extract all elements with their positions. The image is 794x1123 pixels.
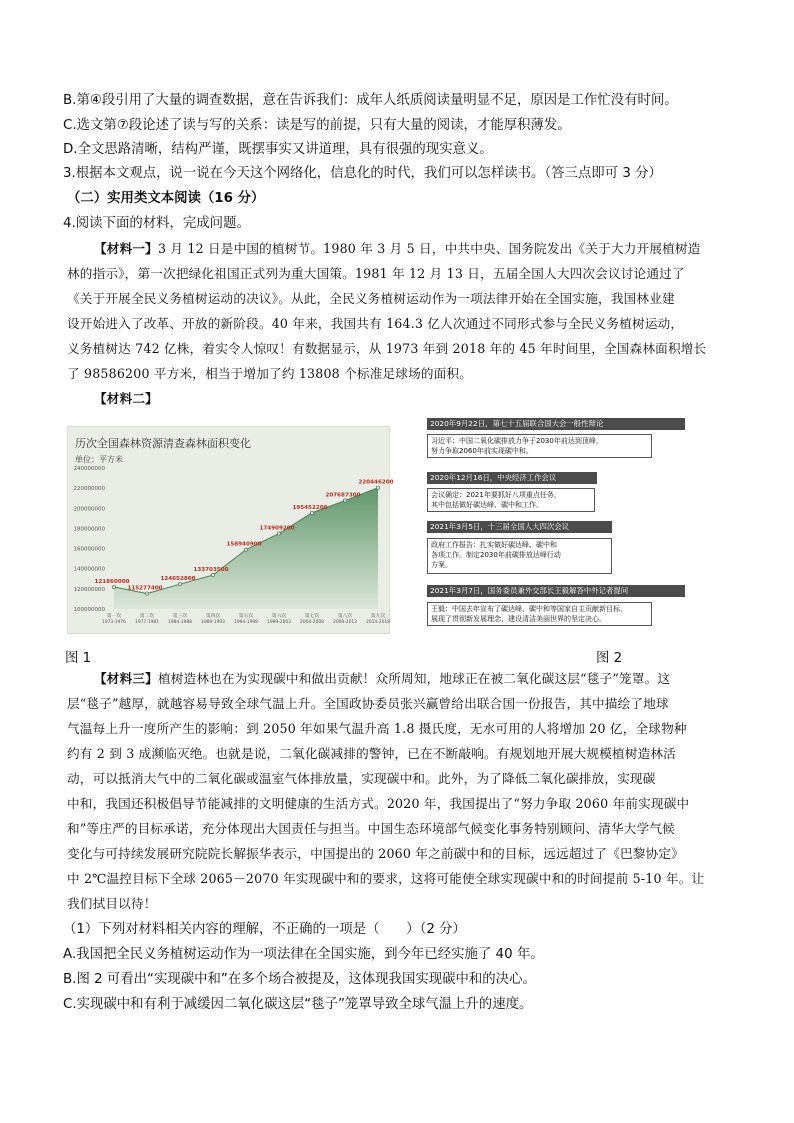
y-tick-label: 160000000 xyxy=(73,546,105,553)
material-1-line: 《关于开展全民义务植树运动的决议》。从此，全民义务植树运动作为一项法律开始在全国实施，我国林业建 xyxy=(67,291,675,306)
data-point xyxy=(310,511,313,514)
data-point xyxy=(112,585,115,588)
material-3-label: 【材料三】 xyxy=(94,671,158,686)
material-3-line: 中和，我国还积极倡导节能减排的文明健康的生活方式。2020 年，我国提出了“努力争取 2060 年前实现碳中 xyxy=(67,796,690,811)
timeline-quote-box: 习近平：中国二氧化碳排放力争于2030年前达到顶峰， 努力争取2060年前实现碳中和。 xyxy=(427,434,652,458)
x-period-label: 1999-2003 xyxy=(267,620,291,625)
timeline-quote-box: 王毅：中国去年宣布了碳达峰、碳中和等国家自主贡献新目标， 展现了贯彻新发展理念、建设清洁美丽世界的坚定决心。 xyxy=(427,602,652,626)
timeline-header: 2021年3月7日，国务委员兼外交部长王毅解答中外记者提问 xyxy=(427,585,685,597)
data-label: 220446200 xyxy=(358,479,394,486)
data-point xyxy=(343,499,346,502)
data-point xyxy=(211,573,214,576)
question-3: 3.根据本文观点，说一说在今天这个网络化，信息化的时代，我们可以怎样读书。（答三点即可 3 分） xyxy=(63,166,662,181)
material-3-line: 中 2℃温控目标下全球 2065－2070 年实现碳中和的要求，这将可能使全球实现碳中和的时间提前 5-10 年。让 xyxy=(67,871,705,886)
material-3-line: 气温每上升一度所产生的影响：到 2050 年如果气温升高 1.8 摄氏度，无水可用的人将增加 20 亿，全球物种 xyxy=(67,721,687,736)
timeline-quote-box: 会议确定：2021年要抓好八项重点任务， 其中包括做好碳达峰、碳中和工作。 xyxy=(427,488,595,512)
option-d-paragraph: D.全文思路清晰，结构严谨，既摆事实又讲道理，具有很强的现实意义。 xyxy=(63,142,493,157)
carbon-timeline-figure xyxy=(427,418,685,632)
material-1-line: 了 98586200 平方米，相当于增加了约 13808 个标准足球场的面积。 xyxy=(67,366,473,381)
question-4: 4.阅读下面的材料，完成问题。 xyxy=(63,216,250,231)
option-a-paragraph: A.我国把全民义务植树运动作为一项法律在全国实施，到今年已经实施了 40 年。 xyxy=(63,947,544,962)
x-tick-label: 第二次 xyxy=(139,614,155,619)
material-1-line: 3 月 12 日是中国的植树节。1980 年 3 月 5 日，中共中央、国务院发出《关于大力开展植树造 xyxy=(157,241,701,256)
x-tick-label: 第九次 xyxy=(370,614,386,619)
y-tick-label: 120000000 xyxy=(73,586,105,593)
y-tick-label: 200000000 xyxy=(73,506,105,513)
forest-area-chart xyxy=(67,426,394,634)
timeline-header: 2021年3月5日，十三届全国人大四次会议 xyxy=(427,521,612,533)
data-label: 207687300 xyxy=(325,492,361,499)
data-point xyxy=(178,583,181,586)
x-period-label: 1973-1976 xyxy=(102,620,126,625)
x-period-label: 2009-2013 xyxy=(333,620,357,625)
timeline-header: 2020年12月16日，中央经济工作会议 xyxy=(427,472,597,484)
data-point xyxy=(376,486,379,489)
material-3-line: 我们拭目以待！ xyxy=(67,896,157,911)
section-title: （二）实用类文本阅读（16 分） xyxy=(67,191,265,206)
data-label: 121860000 xyxy=(94,578,130,585)
material-3-line: 变化与可持续发展研究院院长解振华表示，中国提出的 2060 年之前碳中和的目标，远远超过了《巴黎协定》 xyxy=(67,846,684,861)
chart-title: 历次全国森林资源清查森林面积变化 xyxy=(75,437,251,450)
material-3-line: 约有 2 到 3 成濒临灭绝。也就是说，二氧化碳减排的警钟，已在不断敲响。有规划地开展大规模植树造林活 xyxy=(67,746,676,761)
data-point xyxy=(277,532,280,535)
x-period-label: 1989-1993 xyxy=(201,620,225,625)
material-1-line: 设开始进入了改革、开放的新阶段。40 年来，我国共有 164.3 亿人次通过不同形式参与全民义务植树运动， xyxy=(67,316,684,331)
x-period-label: 1984-1988 xyxy=(168,620,192,625)
data-point xyxy=(145,592,148,595)
y-tick-label: 140000000 xyxy=(73,566,105,573)
y-tick-label: 100000000 xyxy=(73,607,105,613)
x-tick-label: 第八次 xyxy=(337,614,353,619)
timeline-header: 2020年9月22日，第七十五届联合国大会一般性辩论 xyxy=(427,418,685,430)
material-2-label: 【材料二】 xyxy=(94,391,158,406)
x-tick-label: 第五次 xyxy=(238,614,254,619)
material-1-line: 义务植树达 742 亿株，着实令人惊叹！有数据显示，从 1973 年到 2018 年的 45 年时间里，全国森林面积增长 xyxy=(67,341,707,356)
x-tick-label: 第三次 xyxy=(172,614,188,619)
x-period-label: 1994-1998 xyxy=(234,620,258,625)
option-b-paragraph: B.图 2 可看出“实现碳中和”在多个场合被提及，这体现我国实现碳中和的决心。 xyxy=(63,972,536,987)
x-tick-label: 第六次 xyxy=(271,614,287,619)
data-label: 133703500 xyxy=(193,567,229,574)
data-label: 174909200 xyxy=(259,525,295,532)
timeline-quote-box: 政府工作报告：扎实做好碳达峰、碳中和 各项工作。制定2030年前碳排放达峰行动 方案。 xyxy=(427,538,612,574)
material-3-line: 植树造林也在为实现碳中和做出贡献！众所周知，地球正在被二氧化碳这层“毯子”笼罩。这 xyxy=(157,671,671,686)
x-tick-label: 第七次 xyxy=(304,614,320,619)
figure-2-caption: 图 2 xyxy=(596,651,623,666)
sub-question-1: （1）下列对材料相关内容的理解，不正确的一项是（ ）（2 分） xyxy=(63,922,466,937)
x-tick-label: 第一次 xyxy=(106,614,122,619)
material-1-label: 【材料一】 xyxy=(94,241,158,256)
data-label: 158940900 xyxy=(226,541,262,548)
option-c-paragraph: C.实现碳中和有利于减缓因二氧化碳这层“毯子”笼罩导致全球气温上升的速度。 xyxy=(63,997,533,1012)
y-tick-label: 180000000 xyxy=(73,526,105,533)
x-period-label: 2004-2008 xyxy=(300,620,324,625)
chart-unit-label: 单位：平方米 xyxy=(75,455,123,464)
x-period-label: 2014-2018 xyxy=(366,620,390,625)
material-3-line: 和”等庄严的目标承诺，充分体现出大国责任与担当。中国生态环境部气候变化事务特别顾问、清华大学气候 xyxy=(67,821,675,836)
material-3-line: 层“毯子”越厚，就越容易导致全球气温上升。全国政协委员张兴赢曾给出联合国一份报告，其中描绘了地球 xyxy=(67,696,669,711)
material-3-line: 动，可以抵消大气中的二氧化碳或温室气体排放量，实现碳中和。此外，为了降低二氧化碳排放，实现碳 xyxy=(67,771,656,786)
option-c-paragraph: C.选文第⑦段论述了读与写的关系：读是写的前提，只有大量的阅读，才能厚积薄发。 xyxy=(63,118,571,133)
figure-1-caption: 图 1 xyxy=(65,651,92,666)
data-label: 195452200 xyxy=(292,504,328,511)
option-b-paragraph: B.第④段引用了大量的调查数据，意在告诉我们：成年人纸质阅读量明显不足，原因是工作忙没有时间。 xyxy=(63,93,678,108)
data-point xyxy=(244,548,247,551)
y-tick-label: 240000000 xyxy=(73,466,105,472)
material-1-line: 林的指示》，第一次把绿化祖国正式列为重大国策。1981 年 12 月 13 日，五届全国人大四次会议讨论通过了 xyxy=(67,266,685,281)
x-tick-label: 第四次 xyxy=(205,614,221,619)
data-label: 115277400 xyxy=(127,585,163,592)
x-period-label: 1977-1981 xyxy=(135,620,159,625)
data-label: 124652800 xyxy=(160,576,196,583)
y-tick-label: 220000000 xyxy=(73,486,105,493)
